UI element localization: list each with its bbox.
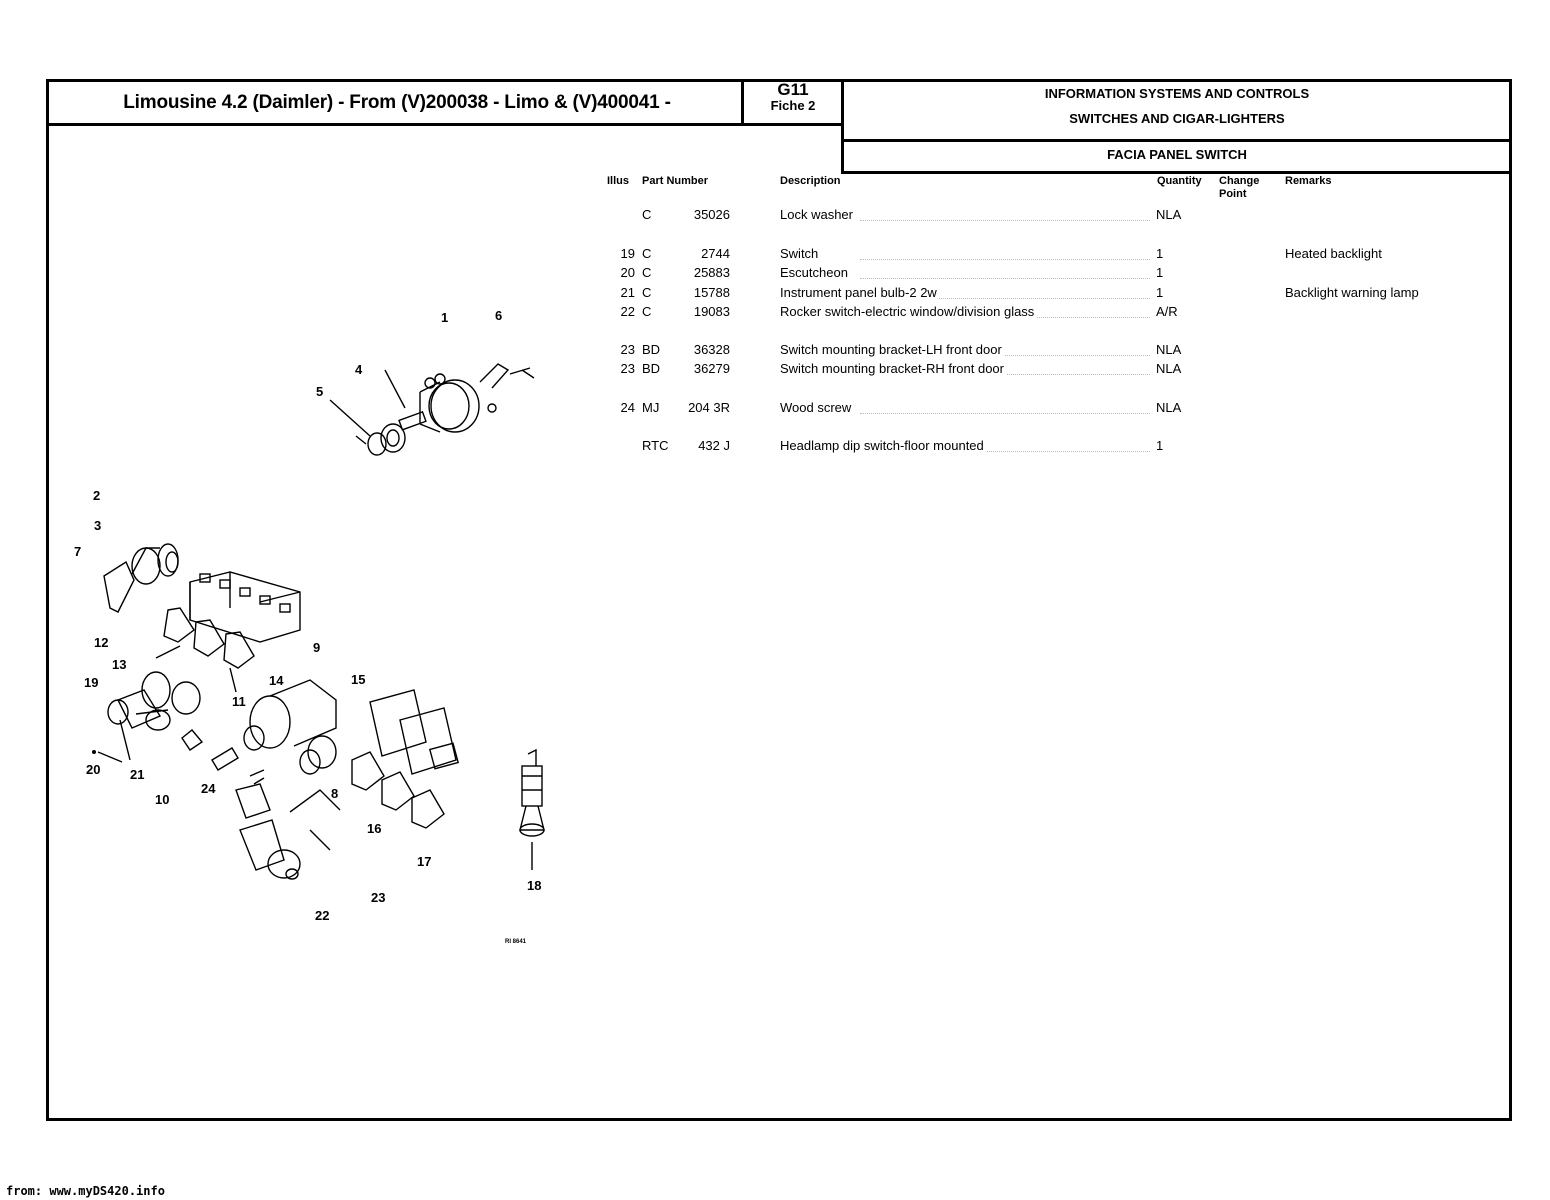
row-quantity: A/R (1156, 304, 1178, 319)
fiche-number: Fiche 2 (770, 98, 816, 113)
rocker-switches-drawing (236, 680, 458, 879)
col-remarks: Remarks (1285, 175, 1332, 187)
row-illus: 19 (620, 246, 635, 261)
row-prefix: C (642, 207, 652, 222)
callout-10: 10 (155, 792, 170, 807)
callout-3: 3 (94, 518, 102, 533)
row-leader (860, 220, 1150, 221)
row-remarks: Backlight warning lamp (1285, 285, 1419, 300)
col-illus: Illus (607, 175, 630, 187)
callout-2: 2 (93, 488, 101, 503)
row-illus: 21 (620, 285, 635, 300)
switch-bank-drawing (104, 544, 300, 692)
header-rule (49, 123, 843, 126)
callout-15: 15 (351, 672, 366, 687)
col-part-number: Part Number (642, 175, 709, 187)
callout-9: 9 (313, 640, 321, 655)
row-part-number: 2744 (701, 246, 730, 261)
row-illus: 22 (620, 304, 635, 319)
row-leader (860, 278, 1150, 279)
row-quantity: 1 (1156, 285, 1164, 300)
col-quantity: Quantity (1157, 175, 1202, 187)
subsystem-title: SWITCHES AND CIGAR-LIGHTERS (1069, 111, 1285, 126)
heated-backlight-switch-drawing (98, 672, 264, 784)
row-part-number: 25883 (693, 265, 730, 280)
callout-17: 17 (417, 854, 432, 869)
row-remarks: Heated backlight (1285, 246, 1382, 261)
row-description: Switch mounting bracket-LH front door (780, 342, 1002, 357)
callout-5: 5 (316, 384, 324, 399)
row-illus: 23 (620, 361, 635, 376)
callout-21: 21 (130, 767, 145, 782)
row-description: Rocker switch-electric window/division glass (780, 304, 1035, 319)
row-part-number: 15788 (693, 285, 730, 300)
row-prefix: C (642, 265, 652, 280)
row-part-number: 35026 (693, 207, 730, 222)
col-change-point: Change Point (1219, 175, 1260, 200)
row-prefix: C (642, 246, 652, 261)
row-prefix: BD (642, 342, 661, 357)
group-code-box (745, 82, 841, 113)
callout-24: 24 (201, 781, 216, 796)
row-description: Lock washer (780, 207, 853, 222)
callout-7: 7 (74, 544, 82, 559)
headlamp-dip-switch-drawing (330, 364, 534, 455)
col-description: Description (780, 175, 841, 187)
row-quantity: NLA (1156, 400, 1182, 415)
callout-22: 22 (315, 908, 330, 923)
row-quantity: NLA (1156, 207, 1182, 222)
callout-8: 8 (331, 786, 339, 801)
callout-6: 6 (495, 308, 503, 323)
diagram-reference: RI 8641 (505, 939, 527, 945)
row-description: Instrument panel bulb-2 2w (780, 285, 937, 300)
section-title: FACIA PANEL SWITCH (1107, 147, 1247, 162)
row-leader (860, 413, 1150, 414)
row-illus: 24 (620, 400, 635, 415)
row-part-number: 19083 (693, 304, 730, 319)
row-description: Wood screw (780, 400, 852, 415)
callout-4: 4 (355, 362, 363, 377)
row-description: Switch mounting bracket-RH front door (780, 361, 1004, 376)
row-quantity: NLA (1156, 361, 1182, 376)
callout-11: 11 (232, 694, 246, 709)
row-part-number: 204 3R (688, 400, 730, 415)
row-part-number: 432 J (698, 438, 730, 453)
callout-16: 16 (367, 821, 382, 836)
row-illus: 20 (620, 265, 635, 280)
row-quantity: 1 (1156, 438, 1164, 453)
row-prefix: BD (642, 361, 661, 376)
row-part-number: 36328 (693, 342, 730, 357)
row-prefix: C (642, 304, 652, 319)
system-heading (846, 85, 1508, 135)
row-leader (860, 259, 1150, 260)
system-rule (841, 139, 1510, 142)
exploded-parts-diagram (60, 290, 580, 960)
header-divider-right (841, 81, 844, 174)
row-prefix: MJ (642, 400, 660, 415)
row-quantity: NLA (1156, 342, 1182, 357)
callout-20: 20 (86, 762, 101, 777)
row-description: Escutcheon (780, 265, 848, 280)
callout-12: 12 (94, 635, 109, 650)
group-code: G11 (777, 80, 809, 99)
floor-dip-switch-drawing (520, 750, 544, 870)
callout-23: 23 (371, 890, 386, 905)
system-title: INFORMATION SYSTEMS AND CONTROLS (1044, 86, 1310, 101)
callout-18: 18 (527, 878, 542, 893)
row-prefix: RTC (642, 438, 669, 453)
row-quantity: 1 (1156, 246, 1164, 261)
callout-1: 1 (441, 310, 449, 325)
row-description: Headlamp dip switch-floor mounted (780, 438, 984, 453)
callout-14: 14 (269, 673, 284, 688)
row-quantity: 1 (1156, 265, 1164, 280)
callout-13: 13 (112, 657, 127, 672)
section-rule (841, 171, 1510, 174)
row-description: Switch (780, 246, 819, 261)
row-prefix: C (642, 285, 652, 300)
callout-19: 19 (84, 675, 99, 690)
source-watermark: from: www.myDS420.info (6, 1184, 165, 1198)
row-part-number: 36279 (693, 361, 730, 376)
row-illus: 23 (620, 342, 635, 357)
model-title: Limousine 4.2 (Daimler) - From (V)200038 - Limo & (V)400041 - (123, 92, 671, 113)
callout-20-dot (92, 750, 96, 754)
